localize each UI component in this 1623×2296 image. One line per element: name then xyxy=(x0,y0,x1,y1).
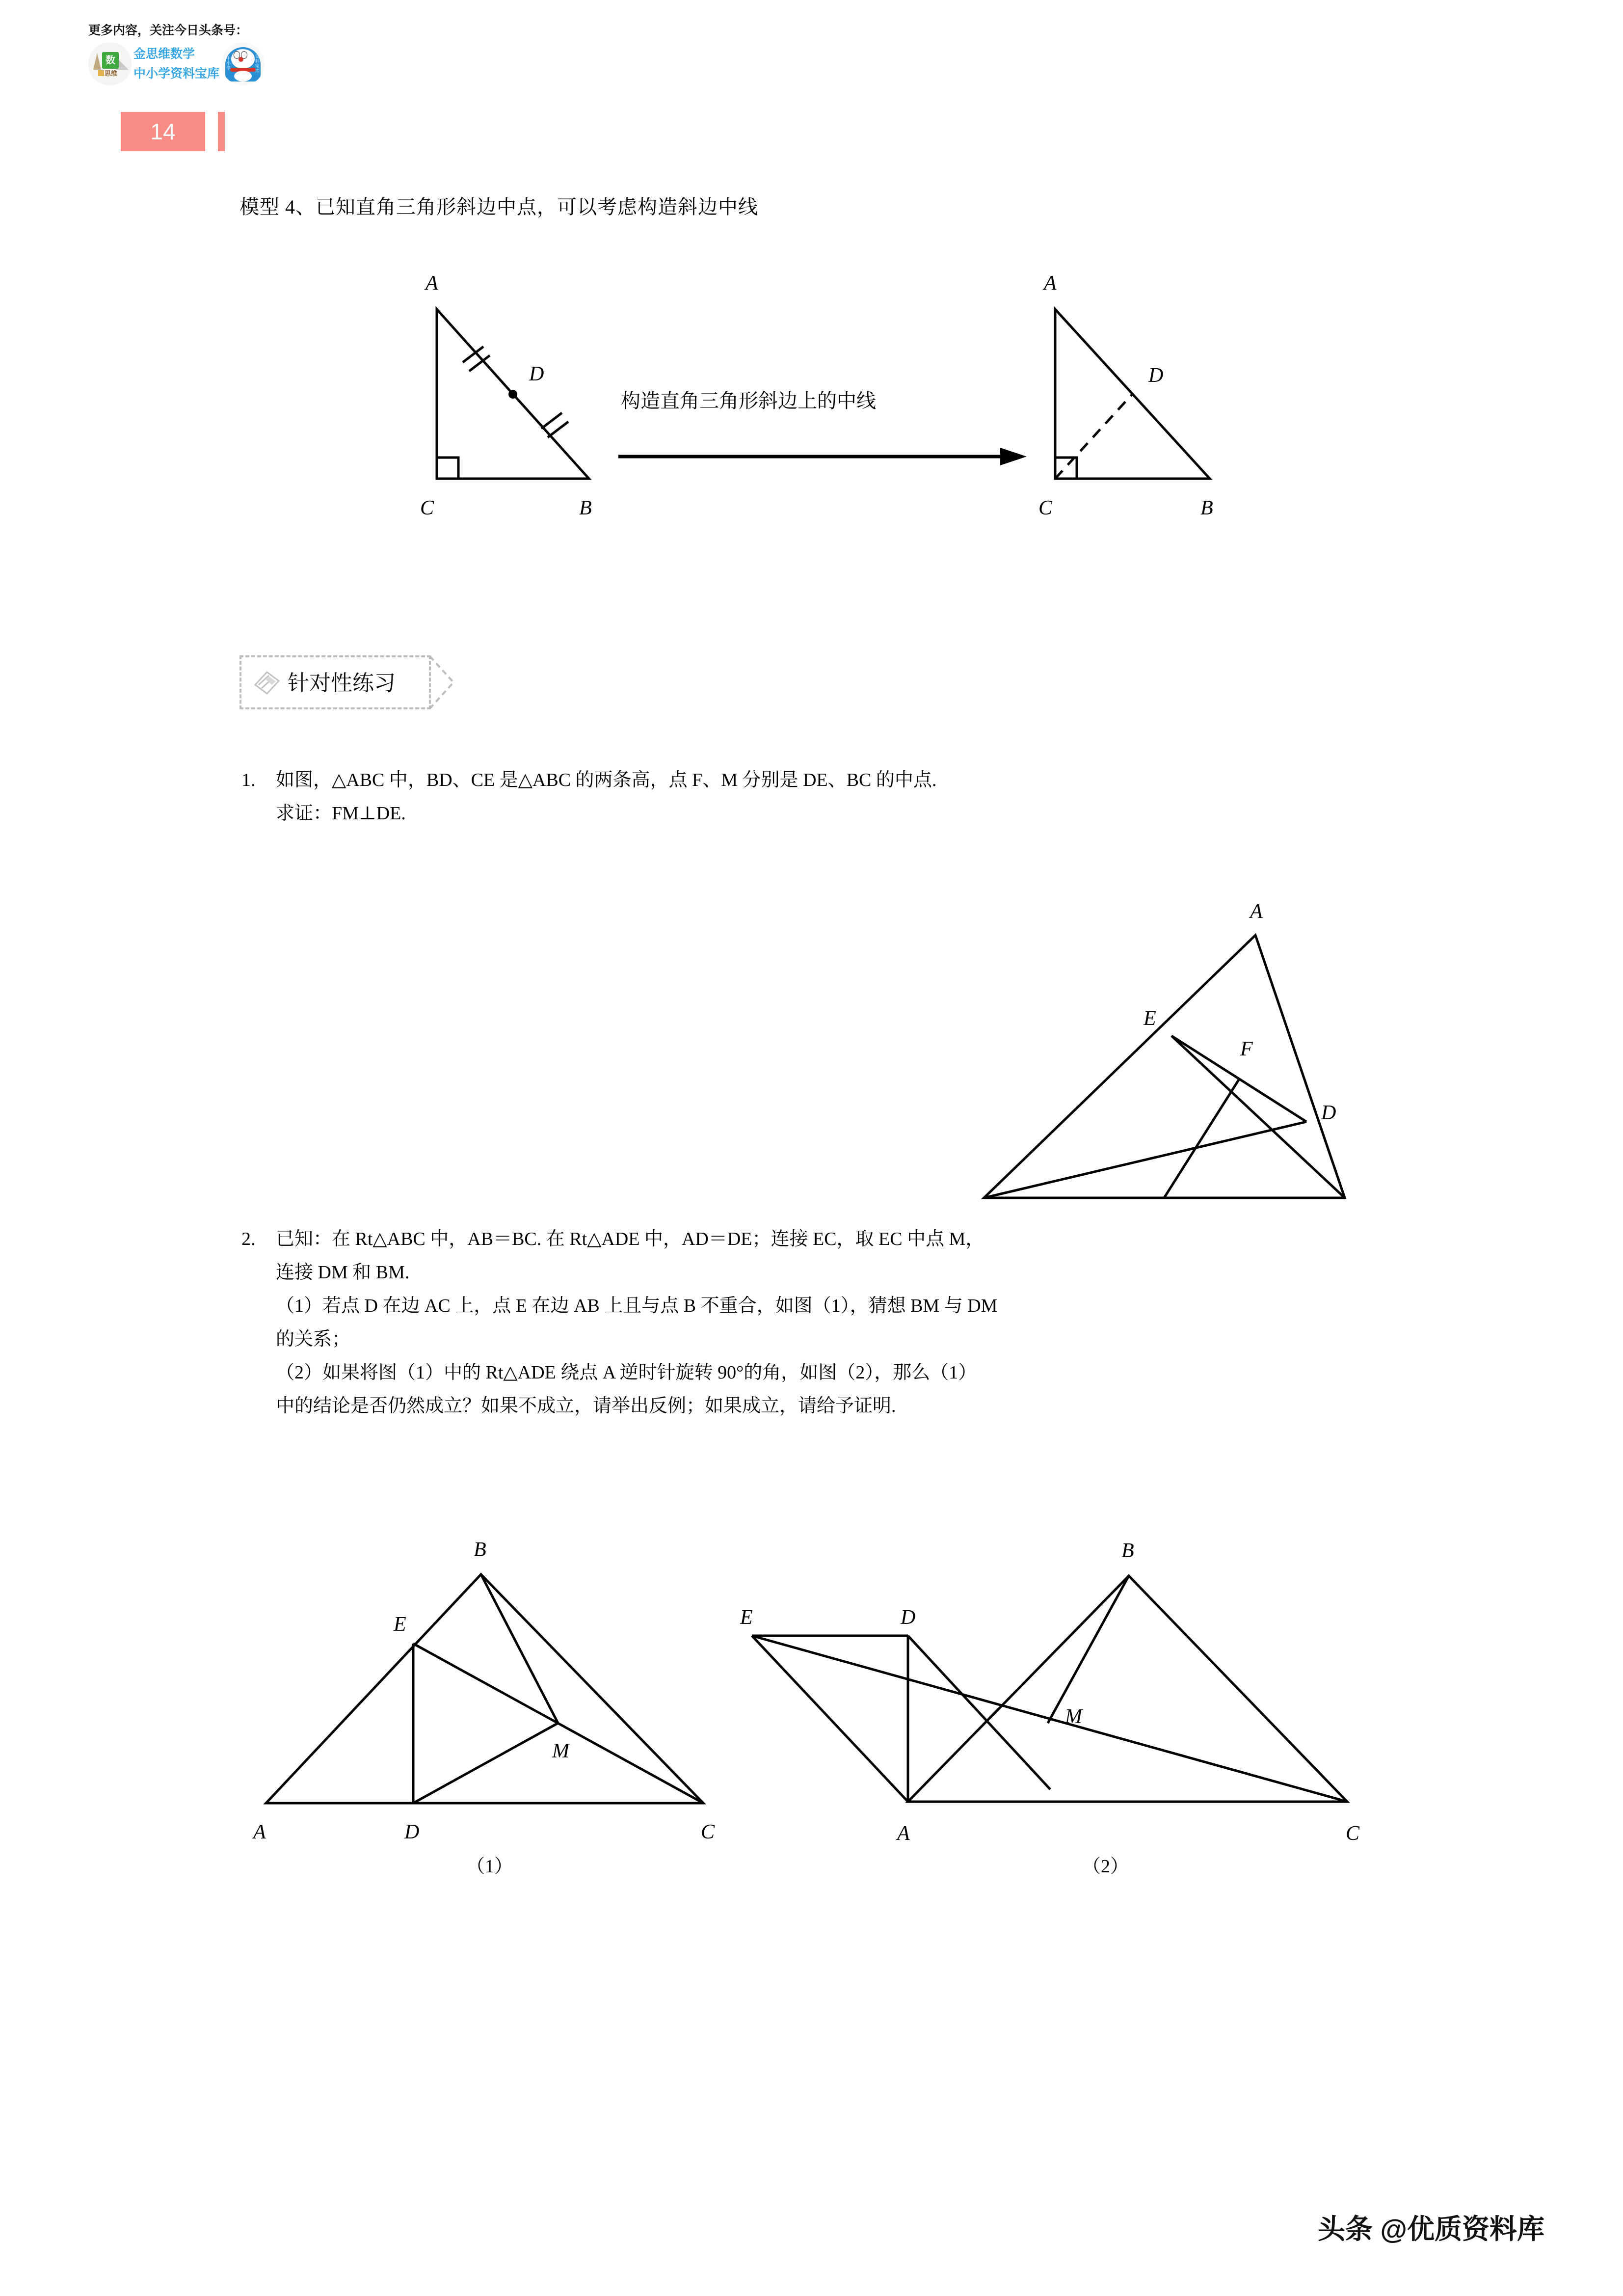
question-2-line-4: 的关系； xyxy=(276,1329,351,1350)
altitude-CE xyxy=(1171,1036,1345,1198)
segment-BM-fig2 xyxy=(1048,1576,1129,1723)
label-q2a-M: M xyxy=(552,1740,569,1762)
left-right-angle-mark xyxy=(437,458,458,479)
label-left-D: D xyxy=(529,363,544,385)
figure-question-1-svg xyxy=(957,869,1399,1213)
tick-DB-1 xyxy=(541,413,562,429)
arrow-caption: 构造直角三角形斜边上的中线 xyxy=(621,390,876,412)
doraemon-nose xyxy=(239,57,243,62)
label-q2a-A: A xyxy=(253,1821,266,1843)
tick-DB-2 xyxy=(548,422,568,437)
label-q2b-D: D xyxy=(901,1606,916,1629)
question-2-body xyxy=(276,1222,1444,1423)
question-1-line-2: 求证：FM⊥DE. xyxy=(276,803,406,824)
altitude-BD xyxy=(984,1122,1306,1198)
figure-question-2-part-2 xyxy=(726,1502,1394,1861)
question-2-number: 2. xyxy=(241,1229,256,1249)
siwei-text: 思维 xyxy=(98,68,117,78)
question-2-line-1: 已知：在 Rt△ABC 中，AB＝BC. 在 Rt△ADE 中，AD＝DE；连接 EC，取 EC 中点 M， xyxy=(276,1229,984,1249)
green-shu-glyph: 数 xyxy=(102,52,119,69)
question-1-line-1: 如图，△ABC 中，BD、CE 是△ABC 的两条高，点 F、M 分别是 DE、BC 的中点. xyxy=(276,770,937,790)
doraemon-logo-icon xyxy=(221,42,265,85)
triangle-ABC-fig1 xyxy=(266,1574,703,1803)
page-number-badge-bar xyxy=(218,112,225,151)
label-q2b-A: A xyxy=(897,1822,910,1845)
page-number-badge: 14 xyxy=(121,112,205,151)
label-right-D: D xyxy=(1148,364,1164,387)
median-CD-dashed xyxy=(1055,394,1133,479)
label-right-C: C xyxy=(1038,497,1053,519)
label-right-B: B xyxy=(1200,497,1213,519)
label-left-A: A xyxy=(426,272,438,295)
practice-badge-label: 针对性练习 xyxy=(288,671,396,695)
question-1-number: 1. xyxy=(241,770,256,790)
promo-brand-block xyxy=(133,44,219,83)
segment-EA-fig2 xyxy=(752,1636,908,1802)
question-2 xyxy=(241,1222,1444,1423)
practice-badge-tag-icon xyxy=(429,655,456,709)
label-q1-E: E xyxy=(1144,1007,1156,1030)
question-1-body xyxy=(276,763,1419,830)
figure-model-4-svg xyxy=(373,255,1256,550)
logo-side-text-right: 资料宝库 xyxy=(255,54,260,74)
label-left-C: C xyxy=(420,497,434,519)
promo-brand-line2: 中小学资料宝库 xyxy=(133,67,220,81)
promo-headline: 更多内容，关注今日头条号： xyxy=(88,24,248,37)
label-q2b-E: E xyxy=(740,1606,753,1629)
figure-question-2-part-2-caption: （2） xyxy=(1082,1856,1129,1877)
segment-MF xyxy=(1164,1079,1239,1198)
practice-badge xyxy=(239,655,451,710)
label-q2a-D: D xyxy=(404,1821,420,1843)
label-q2a-C: C xyxy=(701,1821,715,1843)
label-q1-F: F xyxy=(1240,1038,1253,1060)
model-title: 模型 4、已知直角三角形斜边中点，可以考虑构造斜边中线 xyxy=(239,196,758,218)
label-right-A: A xyxy=(1044,272,1057,295)
triangle-ABC xyxy=(984,935,1345,1198)
question-1 xyxy=(241,763,1419,830)
label-q1-D: D xyxy=(1321,1102,1336,1124)
figure-question-2-part-2-svg xyxy=(726,1502,1394,1861)
notebook-icon xyxy=(252,668,282,698)
doraemon-belly xyxy=(234,71,252,81)
label-q1-A: A xyxy=(1250,900,1263,923)
label-q2b-B: B xyxy=(1121,1540,1134,1562)
jinsiwei-logo-icon xyxy=(88,42,132,85)
label-left-B: B xyxy=(579,497,592,519)
segment-DM-fig1 xyxy=(413,1723,558,1803)
label-q2b-M: M xyxy=(1065,1705,1082,1728)
figure-model-4 xyxy=(373,255,1256,550)
logo-side-text-left: 中小学 xyxy=(226,56,231,71)
promo-logo-row xyxy=(88,42,294,85)
figure-question-1 xyxy=(957,869,1399,1213)
question-2-line-3: （1）若点 D 在边 AC 上，点 E 在边 AB 上且与点 B 不重合，如图（1），猜想 BM 与 DM xyxy=(276,1296,998,1316)
promo-brand-line1: 金思维数学 xyxy=(133,47,195,61)
figure-question-2-part-1 xyxy=(236,1502,756,1861)
label-q2b-C: C xyxy=(1346,1822,1360,1845)
triangle-ABC-fig2 xyxy=(908,1576,1347,1802)
promo-header xyxy=(88,21,294,85)
figure-question-2-part-1-svg xyxy=(236,1502,756,1861)
segment-ED xyxy=(1171,1036,1306,1122)
transform-arrow-head xyxy=(1000,448,1027,465)
figure-question-2-part-1-caption: （1） xyxy=(466,1856,513,1877)
question-2-line-6: 中的结论是否仍然成立？如果不成立，请举出反例；如果成立，请给予证明. xyxy=(276,1396,896,1416)
footer-watermark: 头条 @优质资料库 xyxy=(1317,2214,1544,2244)
midpoint-D-dot xyxy=(508,390,517,399)
label-q2a-B: B xyxy=(474,1539,486,1561)
question-2-line-2: 连接 DM 和 BM. xyxy=(276,1262,410,1283)
label-q2a-E: E xyxy=(394,1613,406,1636)
question-2-line-5: （2）如果将图（1）中的 Rt△ADE 绕点 A 逆时针旋转 90°的角，如图（2），那么（1） xyxy=(276,1362,977,1383)
compass-shape xyxy=(93,53,101,70)
